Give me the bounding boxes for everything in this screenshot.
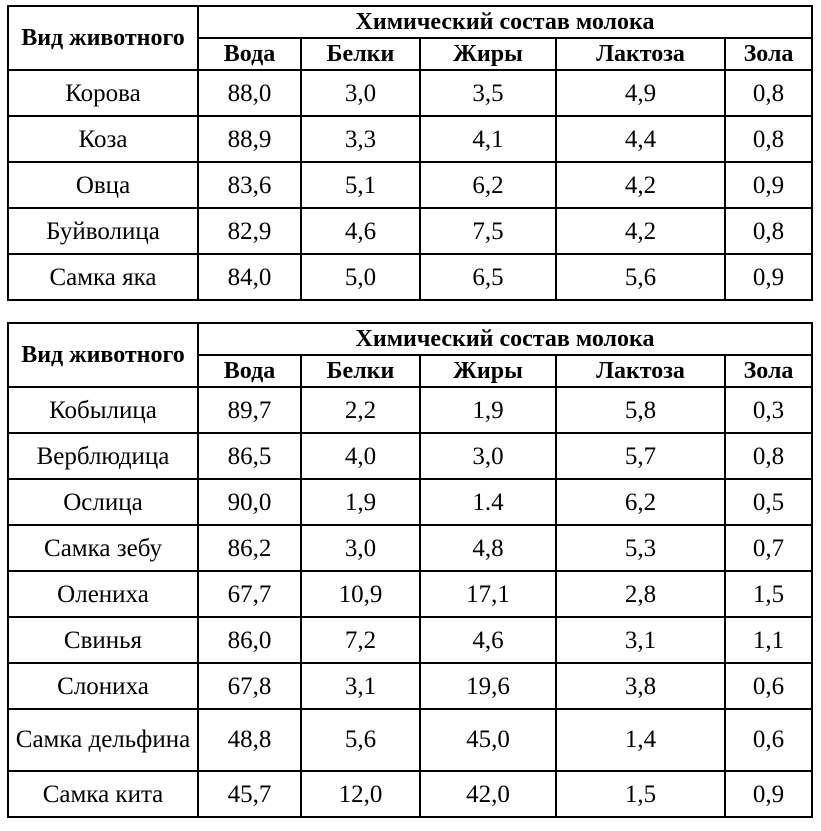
value-cell-fat: 4,8: [420, 525, 556, 571]
value-cell-protein: 10,9: [301, 571, 420, 617]
value-cell-lactose: 5,8: [556, 387, 725, 433]
column-header-lactose: Лактоза: [556, 355, 725, 387]
composition-header: Химический состав молока: [198, 323, 812, 355]
animal-cell: Слониха: [8, 663, 198, 709]
animal-cell: Коза: [8, 116, 198, 162]
table-row: [8, 617, 812, 663]
table-row: [8, 479, 812, 525]
column-header-water: Вода: [198, 355, 301, 387]
animal-cell: Свинья: [8, 617, 198, 663]
value-cell-lactose: 4,4: [556, 116, 725, 162]
value-cell-water: 83,6: [198, 162, 301, 208]
value-cell-ash: 0,8: [725, 70, 812, 116]
value-cell-fat: 17,1: [420, 571, 556, 617]
animal-column-header: Вид животного: [8, 6, 198, 70]
value-cell-protein: 4,0: [301, 433, 420, 479]
animal-cell: Самка дельфина: [8, 709, 198, 771]
value-cell-water: 88,0: [198, 70, 301, 116]
milk-composition-table-2: [7, 322, 813, 818]
value-cell-fat: 1,9: [420, 387, 556, 433]
value-cell-fat: 4,1: [420, 116, 556, 162]
value-cell-ash: 0,8: [725, 208, 812, 254]
column-header-protein: Белки: [301, 38, 420, 70]
animal-cell: Олениха: [8, 571, 198, 617]
value-cell-protein: 3,0: [301, 70, 420, 116]
value-cell-fat: 6,5: [420, 254, 556, 300]
table-row: [8, 663, 812, 709]
value-cell-fat: 6,2: [420, 162, 556, 208]
value-cell-ash: 0,7: [725, 525, 812, 571]
table-row: [8, 387, 812, 433]
value-cell-protein: 5,1: [301, 162, 420, 208]
animal-cell: Корова: [8, 70, 198, 116]
value-cell-protein: 5,6: [301, 709, 420, 771]
value-cell-water: 86,0: [198, 617, 301, 663]
animal-cell: Верблюдица: [8, 433, 198, 479]
value-cell-ash: 0,9: [725, 254, 812, 300]
value-cell-protein: 5,0: [301, 254, 420, 300]
animal-cell: Самка кита: [8, 771, 198, 817]
value-cell-lactose: 5,6: [556, 254, 725, 300]
value-cell-water: 89,7: [198, 387, 301, 433]
value-cell-protein: 3,3: [301, 116, 420, 162]
value-cell-lactose: 3,1: [556, 617, 725, 663]
value-cell-lactose: 4,2: [556, 162, 725, 208]
column-header-protein: Белки: [301, 355, 420, 387]
table-row: [8, 70, 812, 116]
value-cell-water: 67,8: [198, 663, 301, 709]
value-cell-water: 90,0: [198, 479, 301, 525]
value-cell-lactose: 1,5: [556, 771, 725, 817]
animal-cell: Самка зебу: [8, 525, 198, 571]
column-header-ash: Зола: [725, 355, 812, 387]
value-cell-ash: 0,3: [725, 387, 812, 433]
value-cell-fat: 3,0: [420, 433, 556, 479]
value-cell-ash: 0,8: [725, 116, 812, 162]
value-cell-lactose: 4,9: [556, 70, 725, 116]
composition-header: Химический состав молока: [198, 6, 812, 38]
animal-cell: Ослица: [8, 479, 198, 525]
value-cell-protein: 12,0: [301, 771, 420, 817]
animal-cell: Кобылица: [8, 387, 198, 433]
table-row: [8, 771, 812, 817]
animal-cell: Буйволица: [8, 208, 198, 254]
value-cell-water: 86,2: [198, 525, 301, 571]
table-row: [8, 162, 812, 208]
column-header-water: Вода: [198, 38, 301, 70]
column-header-ash: Зола: [725, 38, 812, 70]
value-cell-lactose: 5,7: [556, 433, 725, 479]
value-cell-protein: 3,0: [301, 525, 420, 571]
value-cell-protein: 2,2: [301, 387, 420, 433]
value-cell-ash: 0,8: [725, 433, 812, 479]
value-cell-water: 67,7: [198, 571, 301, 617]
table-body-1: [8, 70, 812, 300]
table-row: [8, 525, 812, 571]
animal-cell: Овца: [8, 162, 198, 208]
table-body-2: [8, 387, 812, 817]
value-cell-fat: 1.4: [420, 479, 556, 525]
table-row: [8, 116, 812, 162]
value-cell-fat: 42,0: [420, 771, 556, 817]
value-cell-protein: 7,2: [301, 617, 420, 663]
value-cell-ash: 0,9: [725, 771, 812, 817]
milk-composition-table-1: [7, 5, 813, 301]
value-cell-ash: 0,6: [725, 709, 812, 771]
value-cell-water: 48,8: [198, 709, 301, 771]
value-cell-water: 45,7: [198, 771, 301, 817]
value-cell-protein: 4,6: [301, 208, 420, 254]
value-cell-fat: 19,6: [420, 663, 556, 709]
value-cell-water: 82,9: [198, 208, 301, 254]
value-cell-ash: 0,9: [725, 162, 812, 208]
value-cell-ash: 1,1: [725, 617, 812, 663]
value-cell-water: 84,0: [198, 254, 301, 300]
value-cell-fat: 45,0: [420, 709, 556, 771]
value-cell-lactose: 3,8: [556, 663, 725, 709]
value-cell-lactose: 6,2: [556, 479, 725, 525]
value-cell-ash: 1,5: [725, 571, 812, 617]
value-cell-fat: 4,6: [420, 617, 556, 663]
animal-column-header: Вид животного: [8, 323, 198, 387]
value-cell-water: 88,9: [198, 116, 301, 162]
table-row: [8, 254, 812, 300]
table-row: [8, 433, 812, 479]
value-cell-ash: 0,5: [725, 479, 812, 525]
value-cell-protein: 3,1: [301, 663, 420, 709]
table-row: [8, 571, 812, 617]
animal-cell: Самка яка: [8, 254, 198, 300]
column-header-lactose: Лактоза: [556, 38, 725, 70]
table-row: [8, 208, 812, 254]
table-row: [8, 709, 812, 771]
value-cell-lactose: 5,3: [556, 525, 725, 571]
value-cell-fat: 3,5: [420, 70, 556, 116]
value-cell-protein: 1,9: [301, 479, 420, 525]
value-cell-lactose: 1,4: [556, 709, 725, 771]
value-cell-lactose: 4,2: [556, 208, 725, 254]
value-cell-fat: 7,5: [420, 208, 556, 254]
value-cell-ash: 0,6: [725, 663, 812, 709]
value-cell-lactose: 2,8: [556, 571, 725, 617]
column-header-fat: Жиры: [420, 355, 556, 387]
value-cell-water: 86,5: [198, 433, 301, 479]
column-header-fat: Жиры: [420, 38, 556, 70]
